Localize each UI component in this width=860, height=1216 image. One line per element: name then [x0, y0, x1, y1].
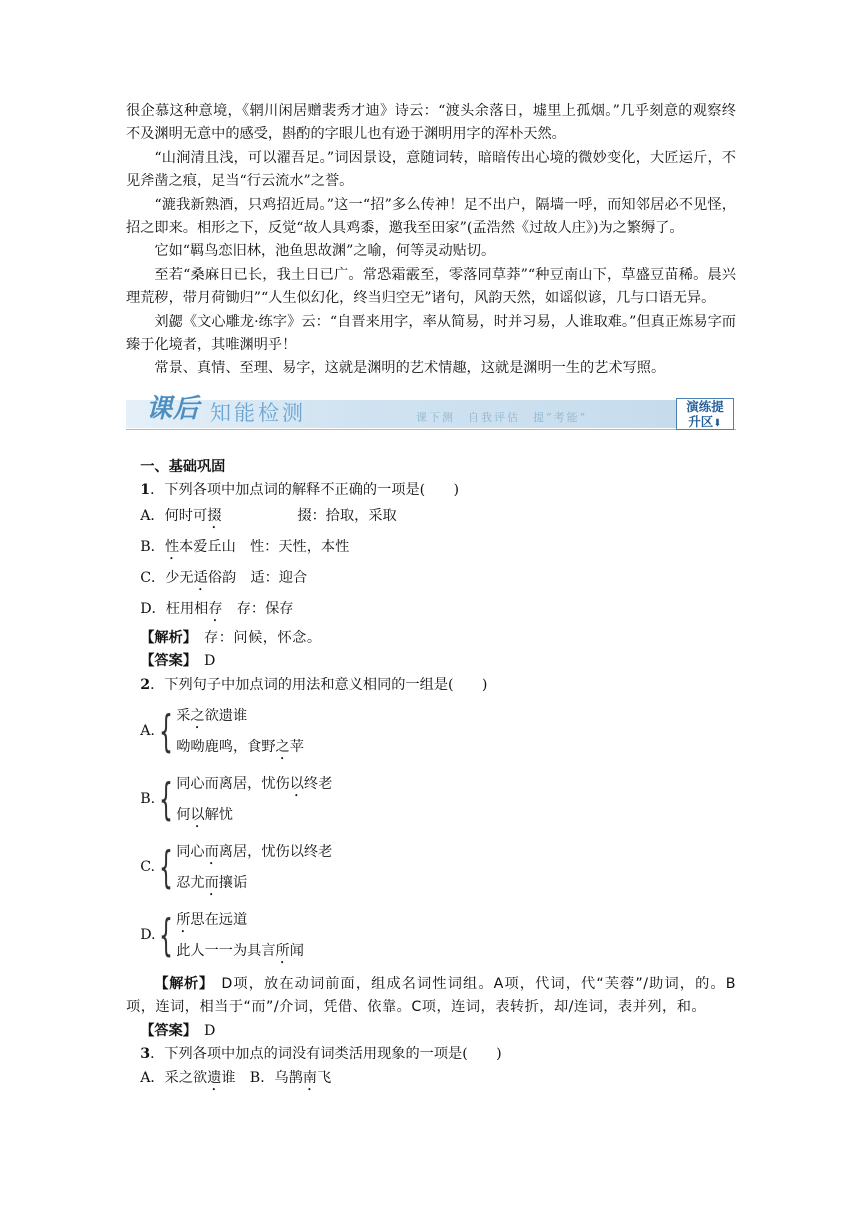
q3-options: A．采之欲遗谁 B．乌鹊南飞	[140, 1069, 332, 1086]
down-arrow-icon: ⬇	[713, 417, 722, 429]
section-title: 一、基础巩固	[140, 458, 226, 475]
section-banner	[126, 393, 736, 430]
q2-analysis: 【解析】 D项，放在动词前面，组成名词性词组。A项，代词，代“芙蓉”/助词，的。B项，连词，相当于“而”/介词，凭借、依靠。C项，连词，表转折，却/连词，表并列，和。	[126, 975, 736, 1016]
banner-bar	[126, 393, 676, 428]
paragraph: 刘勰《文心雕龙·练字》云：“自晋来用字，率从简易，时并习易，人谁取难。”但真正炼易字而臻于化境者，其唯渊明乎！	[126, 313, 736, 354]
banner-subtitle: 课下测 自我评估 提“考能”	[416, 410, 588, 424]
paragraph: 它如“羁鸟恋旧林，池鱼思故渊”之喻，何等灵动贴切。	[154, 243, 496, 260]
box-line2: 升区	[688, 413, 714, 429]
paragraph: 至若“桑麻日已长，我土日已广。常恐霜霰至，零落同草莽”“种豆南山下，草盛豆苗稀。晨兴理荒秽，带月荷锄归”“人生似幻化，终当归空无”诸句，风韵天然，如谣似谚，几与口语无异。	[126, 266, 736, 307]
question-2-stem: 2．下列句子中加点词的用法和意义相同的一组是( )	[140, 676, 488, 693]
paragraph: 很企慕这种意境，《辋川闲居赠裴秀才迪》诗云：“渡头余落日，墟里上孤烟。”几乎刻意的观察终不及渊明无意中的感受，斟酌的字眼儿也有逊于渊明用字的浑朴天然。	[126, 103, 736, 143]
q1-answer: 【答案】 D	[140, 653, 216, 670]
q1-analysis: 【解析】 存：问候，怀念。	[140, 629, 322, 646]
paragraph: 常景、真情、至理、易字，这就是渊明的艺术情趣，这就是渊明一生的艺术写照。	[154, 360, 666, 377]
q1-option-d: D．枉用相存 存：保存	[140, 600, 294, 617]
q2-option-d: D. { 所思在远道 此人一一为具言所闻	[140, 909, 304, 961]
q2-answer: 【答案】 D	[140, 1022, 216, 1039]
paragraph: “漉我新熟酒，只鸡招近局。”这一“招”多么传神！足不出户，隔墙一呼，而知邻居必不见怪，招之即来。相形之下，反觉“故人具鸡黍，邀我至田家”(孟浩然《过故人庄》)为之繁缛了。	[126, 196, 736, 237]
question-1-stem: 1．下列各项中加点词的解释不正确的一项是( )	[140, 482, 460, 499]
box-line1: 演练提	[686, 398, 724, 414]
q2-option-c: C. { 同心而离居，忧伤以终老 忍尤而攘诟	[140, 841, 333, 893]
q2-option-b: B. { 同心而离居，忧伤以终老 何以解忧	[140, 773, 333, 825]
paragraph: “山涧清且浅，可以濯吾足。”词因景设，意随词转，暗暗传出心境的微妙变化，大匠运斤，不见斧凿之痕，足当“行云流水”之誉。	[126, 149, 736, 190]
q1-option-b: B．性本爱丘山 性：天性，本性	[140, 538, 350, 555]
q1-option-a: A．何时可掇 掇：拾取，采取	[140, 507, 397, 524]
question-3-stem: 3．下列各项中加点的词没有词类活用现象的一项是( )	[140, 1046, 502, 1063]
banner-title-a: 课后	[146, 393, 201, 424]
document-page	[126, 100, 736, 1094]
q2-option-a: A. { 采之欲遗谁 呦呦鹿鸣，食野之苹	[140, 705, 304, 757]
practice-link-button[interactable]	[676, 398, 734, 430]
q1-option-c: C．少无适俗韵 适：迎合	[140, 569, 308, 586]
banner-title-b: 知能检测	[210, 400, 306, 425]
